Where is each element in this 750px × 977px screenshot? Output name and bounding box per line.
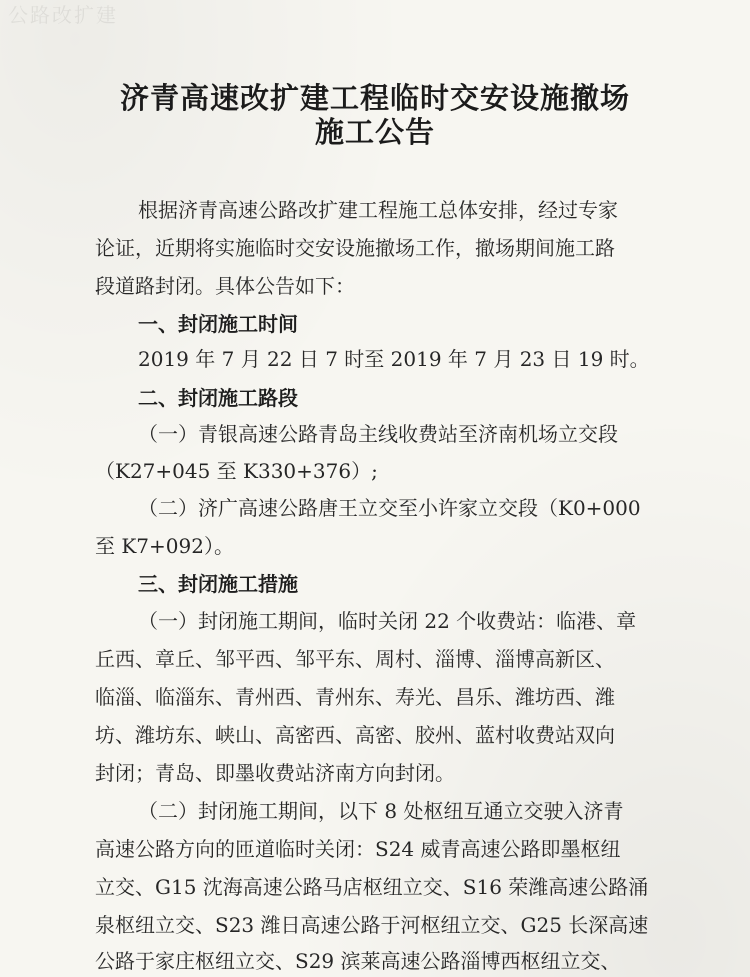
measures-line-3: 临淄、临淄东、青州西、青州东、寿光、昌乐、潍坊西、潍 [95,685,615,709]
measures-line-7: 高速公路方向的匝道临时关闭：S24 威青高速公路即墨枢纽 [95,837,621,861]
section-heading-measures: 三、封闭施工措施 [138,572,298,596]
measures-line-10: 公路于家庄枢纽立交、S29 滨莱高速公路淄博西枢纽立交、 [95,949,621,973]
measures-line-4: 坊、潍坊东、峡山、高密西、高密、胶州、蓝村收费站双向 [95,723,615,747]
title-line-2: 施工公告 [314,115,435,149]
faded-stamp-text: 公路改扩建 [8,3,118,27]
title-line-1: 济青高速改扩建工程临时交安设施撤场 [119,81,630,115]
time-line-1: 2019 年 7 月 22 日 7 时至 2019 年 7 月 23 日 19 时。 [138,347,650,371]
measures-line-8: 立交、G15 沈海高速公路马店枢纽立交、S16 荣潍高速公路涌 [95,875,649,899]
measures-line-9: 泉枢纽立交、S23 潍日高速公路于河枢纽立交、G25 长深高速 [95,913,649,937]
measures-line-1: （一）封闭施工期间，临时关闭 22 个收费站：临港、章 [138,609,637,633]
road-line-3: （二）济广高速公路唐王立交至小许家立交段（K0+000 [138,496,641,520]
road-line-2: （K27+045 至 K330+376）; [95,459,378,483]
road-line-1: （一）青银高速公路青岛主线收费站至济南机场立交段 [138,422,618,446]
intro-line-1: 根据济青高速公路改扩建工程施工总体安排，经过专家 [138,198,618,222]
measures-line-6: （二）封闭施工期间，以下 8 处枢纽互通立交驶入济青 [138,799,624,823]
measures-line-2: 丘西、章丘、邹平西、邹平东、周村、淄博、淄博高新区、 [95,647,615,671]
measures-line-5: 封闭；青岛、即墨收费站济南方向封闭。 [95,761,455,785]
road-line-4: 至 K7+092）。 [95,534,234,558]
section-heading-time: 一、封闭施工时间 [138,312,298,336]
section-heading-road: 二、封闭施工路段 [138,386,298,410]
intro-line-2: 论证，近期将实施临时交安设施撤场工作，撤场期间施工路 [95,236,615,260]
intro-line-3: 段道路封闭。具体公告如下： [95,274,355,298]
